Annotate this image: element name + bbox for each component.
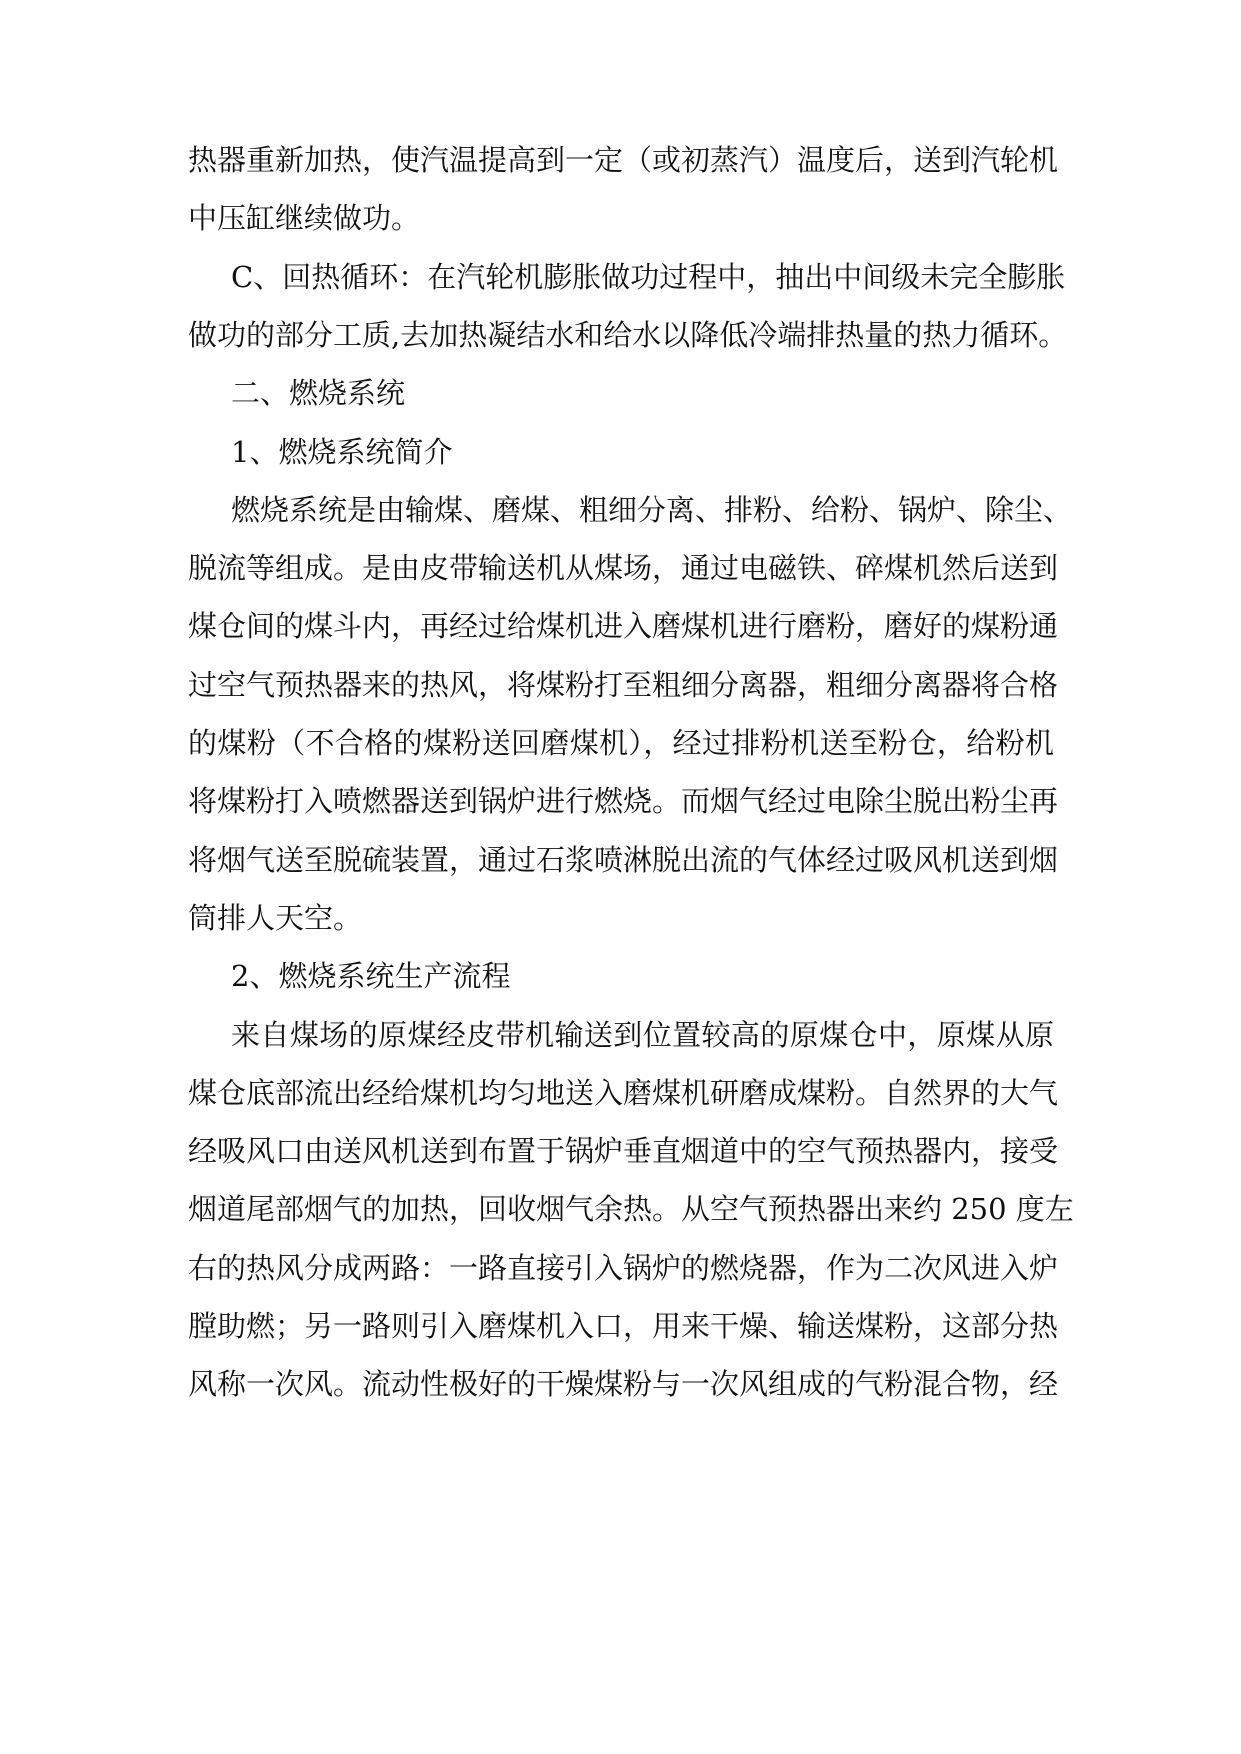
paragraph-line: 燃烧系统是由输煤、磨煤、粗细分离、排粉、给粉、锅炉、除尘、 [231,492,1073,527]
paragraph-line: 1、燃烧系统简介 [231,434,453,469]
paragraph-line: 将煤粉打入喷燃器送到锅炉进行燃烧。而烟气经过电除尘脱出粉尘再 [188,784,1059,819]
paragraph-line: C、回热循环：在汽轮机膨胀做功过程中，抽出中间级未完全膨胀 [231,259,1066,294]
paragraph-line: 热器重新加热，使汽温提高到一定（或初蒸汽）温度后，送到汽轮机 [188,143,1059,177]
paragraph-line: 经吸风口由送风机送到布置于锅炉垂直烟道中的空气预热器内，接受 [188,1134,1059,1169]
paragraph-line: 煤仓间的煤斗内，再经过给煤机进入磨煤机进行磨粉，磨好的煤粉通 [188,609,1059,644]
paragraph-line: 膛助燃；另一路则引入磨煤机入口，用来干燥、输送煤粉，这部分热 [188,1309,1059,1343]
paragraph-line: 的煤粉（不合格的煤粉送回磨煤机），经过排粉机送至粉仓，给粉机 [188,726,1054,760]
paragraph-line: 二、燃烧系统 [231,376,406,411]
paragraph-line: 右的热风分成两路：一路直接引入锅炉的燃烧器，作为二次风进入炉 [188,1250,1059,1285]
paragraph-line: 将烟气送至脱硫装置，通过石浆喷淋脱出流的气体经过吸风机送到烟 [188,842,1059,877]
paragraph-line: 来自煤场的原煤经皮带机输送到位置较高的原煤仓中，原煤从原 [231,1017,1054,1052]
paragraph-line: 过空气预热器来的热风，将煤粉打至粗细分离器，粗细分离器将合格 [188,667,1059,702]
paragraph-line: 烟道尾部烟气的加热，回收烟气余热。从空气预热器出来约 250 度左 [188,1192,1074,1227]
paragraph-line: 煤仓底部流出经给煤机均匀地送入磨煤机研磨成煤粉。自然界的大气 [188,1075,1059,1110]
paragraph-line: 做功的部分工质,去加热凝结水和给水以降低冷端排热量的热力循环。 [188,317,1068,352]
paragraph-line: 2、燃烧系统生产流程 [231,959,511,994]
paragraph-line: 筒排人天空。 [188,900,363,935]
paragraph-line: 脱流等组成。是由皮带输送机从煤场，通过电磁铁、碎煤机然后送到 [188,551,1059,586]
paragraph-line: 中压缸继续做功。 [188,201,421,236]
paragraph-line: 风称一次风。流动性极好的干燥煤粉与一次风组成的气粉混合物，经 [188,1367,1059,1402]
